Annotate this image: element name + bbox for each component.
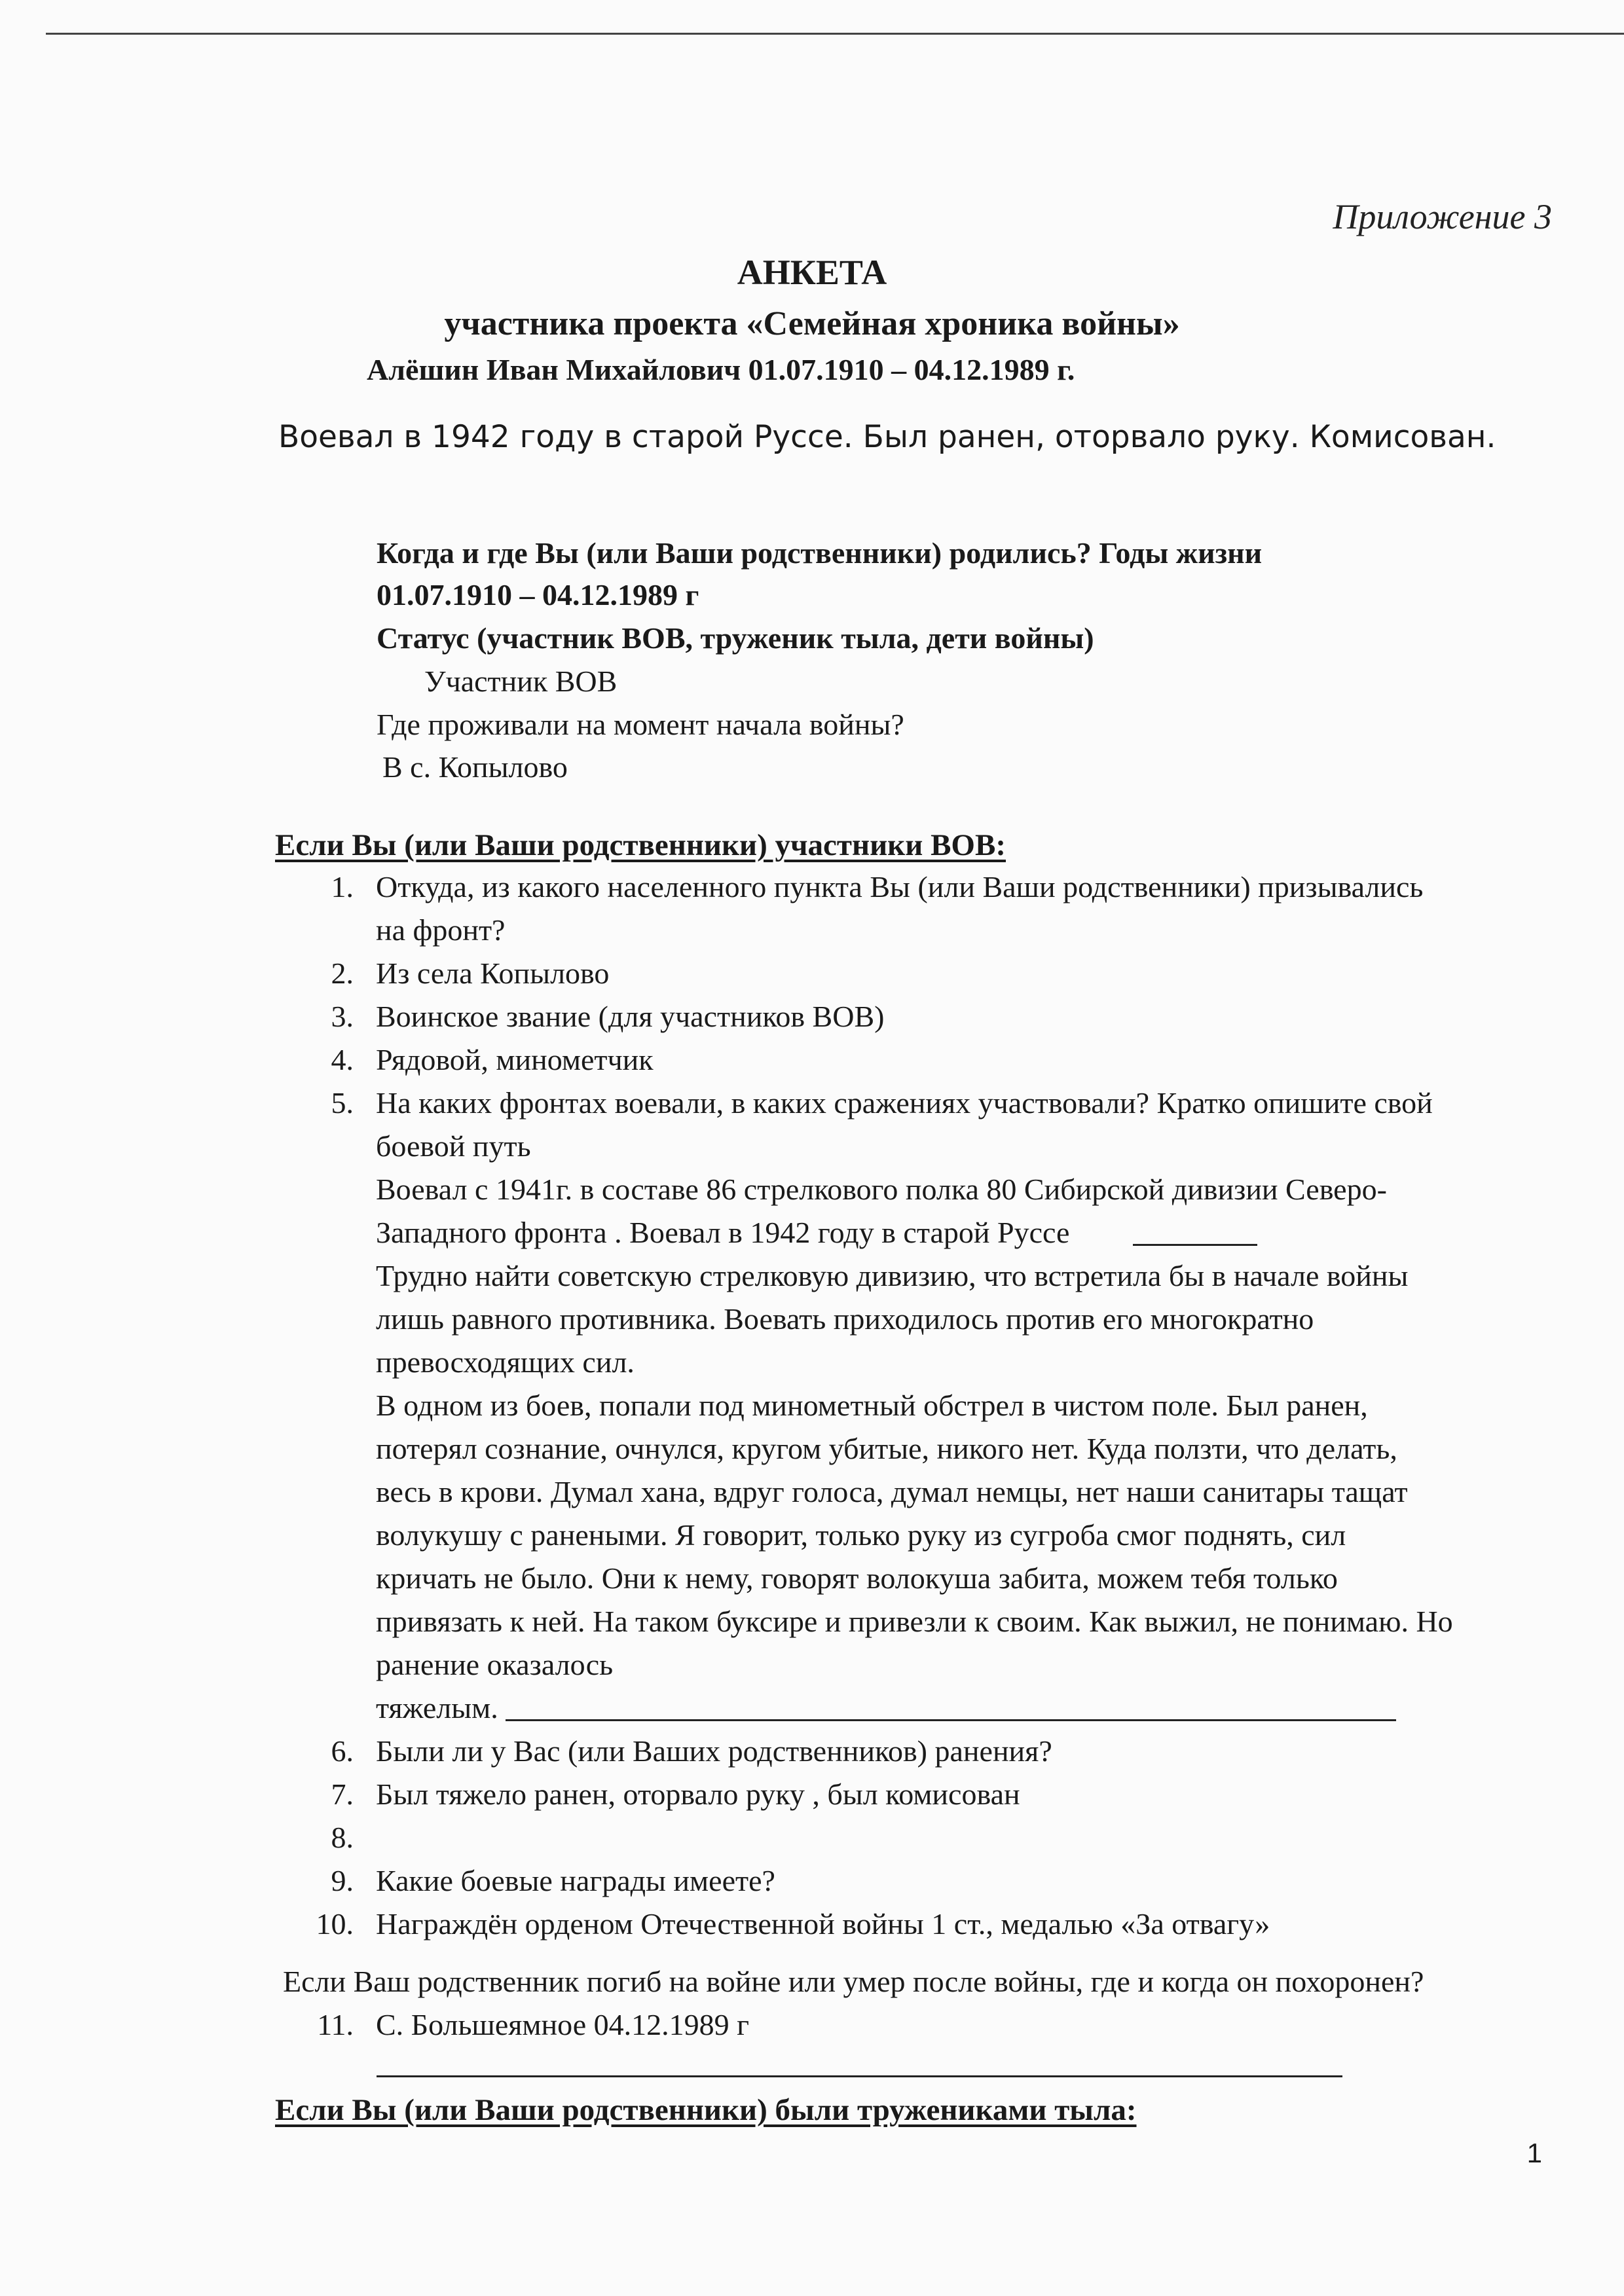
- item-5-text: На каких фронтах воевали, в каких сражениях участвовали? Кратко опишите свой: [376, 1086, 1433, 1120]
- item-number-8: 8.: [331, 1821, 354, 1854]
- narrative-line-13: тяжелым.: [376, 1691, 498, 1724]
- item-1-text-cont: на фронт?: [376, 913, 506, 947]
- blank-line-short: [1133, 1244, 1257, 1246]
- answer-status: Участник ВОВ: [424, 665, 618, 698]
- top-rule: [46, 33, 1624, 35]
- item-9-text: Какие боевые награды имеете?: [376, 1864, 775, 1897]
- answer-residence: В с. Копылово: [382, 750, 568, 784]
- item-number-2: 2.: [331, 957, 354, 990]
- section-rear-heading: Если Вы (или Ваши родственники) были тружениками тыла:: [275, 2093, 1137, 2127]
- narrative-line-5: превосходящих сил.: [376, 1345, 635, 1379]
- narrative-line-6: В одном из боев, попали под минометный обстрел в чистом поле. Был ранен,: [376, 1389, 1368, 1422]
- item-3-text: Воинское звание (для участников ВОВ): [376, 1000, 885, 1033]
- item-number-4: 4.: [331, 1043, 354, 1076]
- narrative-line-4: лишь равного противника. Воевать приходилось против его многократно: [376, 1302, 1314, 1336]
- burial-question: Если Ваш родственник погиб на войне или умер после войны, где и когда он похоронен?: [283, 1965, 1424, 1998]
- answer-birth: 01.07.1910 – 04.12.1989 г: [377, 578, 699, 611]
- blank-line-burial: [377, 2075, 1342, 2077]
- document-title: АНКЕТА: [737, 253, 887, 292]
- section-vov-heading: Если Вы (или Ваши родственники) участники ВОВ:: [275, 828, 1006, 862]
- item-number-6: 6.: [331, 1734, 354, 1768]
- item-number-7: 7.: [331, 1777, 354, 1811]
- page-number: 1: [1526, 2138, 1542, 2168]
- item-number-1: 1.: [331, 870, 354, 903]
- item-number-9: 9.: [331, 1864, 354, 1897]
- item-7-text: Был тяжело ранен, оторвало руку , был комисован: [376, 1777, 1020, 1811]
- narrative-line-8: весь в крови. Думал хана, вдруг голоса, думал немцы, нет наши санитары тащат: [376, 1475, 1408, 1508]
- item-4-text: Рядовой, минометчик: [376, 1043, 654, 1076]
- item-5-text-cont: боевой путь: [376, 1129, 531, 1163]
- item-6-text: Были ли у Вас (или Ваших родственников) ранения?: [376, 1734, 1052, 1768]
- intro-text: Воевал в 1942 году в старой Руссе. Был ранен, оторвало руку. Комисован.: [278, 419, 1496, 455]
- document-subtitle: участника проекта «Семейная хроника войны»: [444, 305, 1180, 342]
- narrative-line-9: волукушу с ранеными. Я говорит, только руку из сугроба смог поднять, сил: [376, 1518, 1346, 1552]
- item-number-3: 3.: [331, 1000, 354, 1033]
- item-2-text: Из села Копылово: [376, 957, 610, 990]
- item-11-text: С. Большеямное 04.12.1989 г: [376, 2008, 749, 2041]
- item-number-10: 10.: [316, 1907, 354, 1941]
- question-residence: Где проживали на момент начала войны?: [377, 708, 904, 741]
- appendix-label: Приложение 3: [1333, 197, 1552, 236]
- question-status: Статус (участник ВОВ, труженик тыла, дети войны): [377, 621, 1094, 655]
- narrative-line-1: Воевал с 1941г. в составе 86 стрелкового полка 80 Сибирской дивизии Северо-: [376, 1173, 1387, 1206]
- item-10-text: Награждён орденом Отечественной войны 1 ст., медалью «За отвагу»: [376, 1907, 1270, 1941]
- narrative-line-7: потерял сознание, очнулся, кругом убитые, никого нет. Куда ползти, что делать,: [376, 1432, 1397, 1465]
- narrative-line-11: привязать к ней. На таком буксире и привезли к своим. Как выжил, не понимаю. Но: [376, 1605, 1453, 1638]
- blank-line-long: [506, 1719, 1396, 1721]
- item-number-11: 11.: [317, 2008, 354, 2041]
- narrative-line-12: ранение оказалось: [376, 1648, 614, 1681]
- person-name: Алёшин Иван Михайлович 01.07.1910 – 04.12.1989 г.: [367, 353, 1075, 386]
- narrative-line-2: Западного фронта . Воевал в 1942 году в старой Руссе: [376, 1216, 1070, 1249]
- narrative-line-3: Трудно найти советскую стрелковую дивизию, что встретила бы в начале войны: [376, 1259, 1409, 1292]
- item-number-5: 5.: [331, 1086, 354, 1120]
- item-1-text: Откуда, из какого населенного пункта Вы (или Ваши родственники) призывались: [376, 870, 1424, 903]
- narrative-line-10: кричать не было. Они к нему, говорят волокуша забита, можем тебя только: [376, 1561, 1338, 1595]
- question-birth: Когда и где Вы (или Ваши родственники) родились? Годы жизни: [377, 536, 1263, 570]
